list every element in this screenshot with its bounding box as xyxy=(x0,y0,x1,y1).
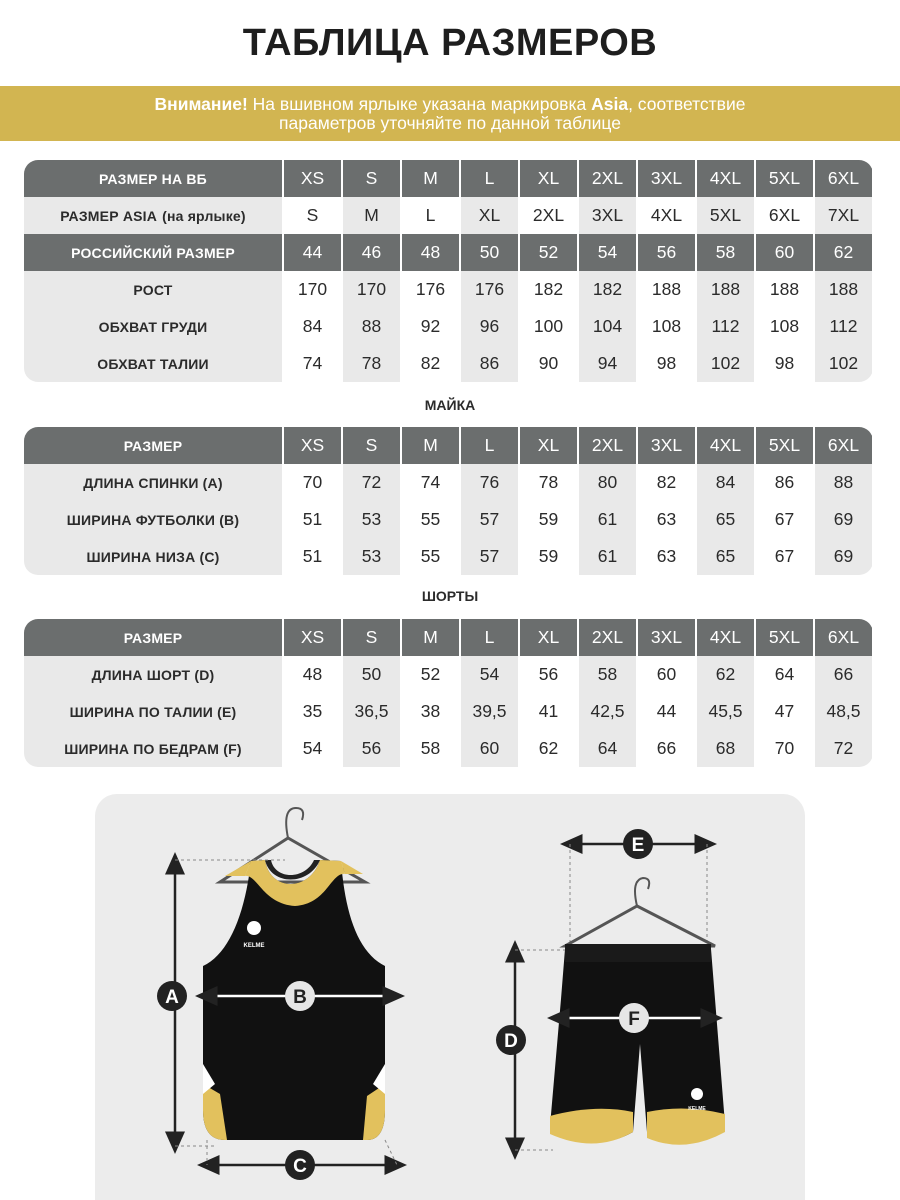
jersey-table-cell: XL xyxy=(520,427,577,464)
main-table-cell: M xyxy=(343,197,400,234)
notice-text-mid: На вшивном ярлыке указана маркировка xyxy=(247,94,592,114)
shorts-hem-left xyxy=(550,1109,633,1144)
marker-d-label: D xyxy=(504,1031,518,1052)
jersey-table-cell: 63 xyxy=(656,546,677,566)
jersey-table-cell: 76 xyxy=(461,464,518,501)
jersey-table-cell: 88 xyxy=(815,464,872,501)
main-table-cell: 54 xyxy=(579,234,636,271)
shorts-table-cell: 2XL xyxy=(579,619,636,656)
size-table-shorts xyxy=(24,619,873,767)
shorts-table-cell: XS xyxy=(284,619,341,656)
shorts-table-row-label-text: ДЛИНА ШОРТ (D) xyxy=(91,666,215,683)
page-title: ТАБЛИЦА РАЗМЕРОВ xyxy=(242,22,658,64)
jersey-table-cell: XS xyxy=(284,427,341,464)
main-table-cell: 112 xyxy=(697,308,754,345)
jersey-table-row-label xyxy=(24,501,282,538)
main-table-cell: 78 xyxy=(343,345,400,382)
shorts-waistband xyxy=(565,944,711,962)
main-table-row xyxy=(24,308,873,345)
notice-bold-start: Внимание! xyxy=(154,94,248,114)
shorts-table-cell: 38 xyxy=(420,701,441,721)
jersey-table-cell: 55 xyxy=(420,546,441,566)
shorts-table-row-label-text: РАЗМЕР xyxy=(123,629,183,646)
main-table-cell: 112 xyxy=(815,308,872,345)
jersey-table-cell: 59 xyxy=(538,546,559,566)
main-table-cell: 104 xyxy=(579,308,636,345)
shorts-table-cell: S xyxy=(343,619,400,656)
main-table-cell: L xyxy=(461,160,518,197)
jersey-table-cell: 5XL xyxy=(756,427,813,464)
jersey-table-row-label xyxy=(24,427,282,464)
shorts-table-row-label xyxy=(24,693,282,730)
shorts-table-row xyxy=(24,656,873,693)
main-table-cell: 4XL xyxy=(697,160,754,197)
shorts-table-cell: 35 xyxy=(302,701,323,721)
main-table-cell: 176 xyxy=(461,271,518,308)
shorts-table-row-label xyxy=(24,656,282,693)
jersey-table-cell: 80 xyxy=(579,464,636,501)
main-table-cell: 50 xyxy=(461,234,518,271)
shorts-table-row xyxy=(24,693,873,730)
main-table-cell: 5XL xyxy=(697,197,754,234)
notice-bold-asia: Asia xyxy=(591,94,629,114)
main-table-cell: 182 xyxy=(533,279,564,299)
jersey-table-cell: 55 xyxy=(420,509,441,529)
shorts-table-cell: 39,5 xyxy=(461,693,518,730)
jersey-hanger-hook xyxy=(286,808,303,838)
jersey-section-title: МАЙКА xyxy=(424,397,476,413)
shorts-table-cell: 36,5 xyxy=(343,693,400,730)
size-table-jersey xyxy=(24,427,873,575)
main-table-row xyxy=(24,345,873,382)
main-table-cell: 108 xyxy=(769,316,800,336)
main-table-row xyxy=(24,197,873,234)
shorts-table-cell: 3XL xyxy=(638,619,695,656)
jersey-table-row-label-text: ШИРИНА ФУТБОЛКИ (В) xyxy=(66,511,240,528)
main-table-cell: 170 xyxy=(343,271,400,308)
shorts-table-cell: 64 xyxy=(774,664,795,684)
main-table-cell: 84 xyxy=(302,316,323,336)
main-table-row-label-text: РАЗМЕР НА ВБ xyxy=(99,170,207,187)
main-table-cell: 96 xyxy=(461,308,518,345)
main-table-row-label xyxy=(24,271,282,308)
main-table-row-label xyxy=(24,345,282,382)
main-table-cell: 7XL xyxy=(815,197,872,234)
shorts-table-cell: 56 xyxy=(343,730,400,767)
main-table-cell: XL xyxy=(520,160,577,197)
shorts-table-cell: L xyxy=(461,619,518,656)
main-table-row-label-text: РАЗМЕР ASIA xyxy=(60,207,158,224)
main-table-cell: 170 xyxy=(297,279,328,299)
jersey-table-cell: 69 xyxy=(815,501,872,538)
shorts-table-cell: 44 xyxy=(656,701,677,721)
marker-c-label: C xyxy=(293,1156,307,1177)
main-table-row-label-text: ОБХВАТ ТАЛИИ xyxy=(97,355,209,372)
main-table-cell: 92 xyxy=(420,316,441,336)
main-table-row-label-text: РОСТ xyxy=(133,281,173,298)
main-table-cell: 62 xyxy=(815,234,872,271)
main-table-cell: 74 xyxy=(302,353,323,373)
main-table-row xyxy=(24,234,873,271)
main-table-cell: 48 xyxy=(402,234,459,271)
main-table-cell: 6XL xyxy=(815,160,872,197)
main-table-cell: 46 xyxy=(343,234,400,271)
notice-line-1 xyxy=(0,95,900,114)
main-table-cell: 82 xyxy=(420,353,441,373)
shorts-table-cell: 5XL xyxy=(756,619,813,656)
main-table-cell: 3XL xyxy=(638,160,695,197)
shorts-table-cell: 66 xyxy=(656,738,677,758)
jersey-table-row-label xyxy=(24,464,282,501)
main-table-cell: 98 xyxy=(656,353,677,373)
jersey-table-cell: 3XL xyxy=(638,427,695,464)
main-table-cell: 188 xyxy=(697,271,754,308)
jersey-table-cell: 4XL xyxy=(697,427,754,464)
shorts-table-cell: 48,5 xyxy=(815,693,872,730)
jersey-table-cell: 6XL xyxy=(815,427,872,464)
shorts-table-cell: 4XL xyxy=(697,619,754,656)
jersey-illustration xyxy=(157,808,397,1180)
shorts-hem-right xyxy=(647,1108,725,1144)
main-table-cell: 98 xyxy=(774,353,795,373)
jersey-table-cell: 53 xyxy=(343,538,400,575)
shorts-table-cell: 70 xyxy=(774,738,795,758)
measurement-diagram-svg xyxy=(95,794,805,1200)
shorts-table-cell: 42,5 xyxy=(579,693,636,730)
jersey-table-row xyxy=(24,464,873,501)
jersey-table-row xyxy=(24,501,873,538)
shorts-table-cell: 62 xyxy=(538,738,559,758)
main-table-cell: 3XL xyxy=(579,197,636,234)
main-table-row-label xyxy=(24,234,282,271)
main-table-cell: 6XL xyxy=(768,205,801,225)
shorts-table-cell: 50 xyxy=(343,656,400,693)
jersey-table-cell: 53 xyxy=(343,501,400,538)
jersey-table-cell: 84 xyxy=(697,464,754,501)
jersey-table-cell: 67 xyxy=(774,509,795,529)
shorts-table-cell: 52 xyxy=(420,664,441,684)
shorts-table-row xyxy=(24,730,873,767)
main-table-cell: 4XL xyxy=(650,205,683,225)
shorts-table-row xyxy=(24,619,873,656)
shorts-table-cell: 41 xyxy=(538,701,559,721)
shorts-table-cell: 60 xyxy=(461,730,518,767)
main-table-cell: 44 xyxy=(284,234,341,271)
shorts-table-cell: 45,5 xyxy=(697,693,754,730)
shorts-table-cell: 54 xyxy=(461,656,518,693)
marker-f-label: F xyxy=(628,1009,640,1030)
main-table-cell: 58 xyxy=(697,234,754,271)
shorts-table-cell: 68 xyxy=(697,730,754,767)
main-table-row-label-text: РОССИЙСКИЙ РАЗМЕР xyxy=(71,244,235,261)
main-table-cell: 102 xyxy=(697,345,754,382)
shorts-table-cell: 48 xyxy=(302,664,323,684)
jersey-table-cell: 2XL xyxy=(579,427,636,464)
shorts-table-row-label-text: ШИРИНА ПО БЕДРАМ (F) xyxy=(64,740,242,757)
jersey-table-cell: 65 xyxy=(697,501,754,538)
main-table-row xyxy=(24,271,873,308)
main-table-cell: 176 xyxy=(415,279,446,299)
main-table-cell: 90 xyxy=(538,353,559,373)
main-table-cell: 56 xyxy=(638,234,695,271)
shorts-table-cell: 60 xyxy=(656,664,677,684)
shorts-table-cell: 56 xyxy=(538,664,559,684)
main-table-cell: S xyxy=(343,160,400,197)
marker-b-label: B xyxy=(293,987,307,1008)
shorts-table-cell: 66 xyxy=(815,656,872,693)
jersey-table-row-label xyxy=(24,538,282,575)
jersey-table-cell: 72 xyxy=(343,464,400,501)
main-table-row-label-text: ОБХВАТ ГРУДИ xyxy=(98,318,208,335)
main-table-row-label-suffix: (на ярлыке) xyxy=(162,207,246,224)
main-table-cell: 188 xyxy=(769,279,800,299)
jersey-logo-text: KELME xyxy=(243,943,265,949)
main-table-row xyxy=(24,160,873,197)
marker-e-label: E xyxy=(631,835,645,856)
main-table-row-label xyxy=(24,308,282,345)
main-table-cell: XS xyxy=(284,160,341,197)
jersey-table-cell: 78 xyxy=(538,472,559,492)
shorts-table-cell: 58 xyxy=(579,656,636,693)
shorts-table-cell: 62 xyxy=(697,656,754,693)
marker-a-label: A xyxy=(165,987,179,1008)
shorts-logo-text: KELME xyxy=(688,1106,706,1112)
main-table-cell: S xyxy=(306,205,319,225)
jersey-table-cell: 59 xyxy=(538,509,559,529)
main-table-cell: 100 xyxy=(533,316,564,336)
measure-c-guide-right xyxy=(385,1140,397,1165)
shorts-table-cell: 72 xyxy=(815,730,872,767)
jersey-table-row xyxy=(24,538,873,575)
shorts-section-title: ШОРТЫ xyxy=(421,588,479,604)
shorts-table-cell: 47 xyxy=(774,701,795,721)
main-table-cell: 5XL xyxy=(756,160,813,197)
jersey-table-cell: 51 xyxy=(302,546,323,566)
shorts-table-cell: 54 xyxy=(302,738,323,758)
jersey-table-cell: 69 xyxy=(815,538,872,575)
jersey-table-row-label-text: ШИРИНА НИЗА (С) xyxy=(86,548,220,565)
shorts-table-cell: 64 xyxy=(579,730,636,767)
jersey-table-cell: S xyxy=(343,427,400,464)
main-table-cell: 102 xyxy=(815,345,872,382)
shorts-table-cell: 6XL xyxy=(815,619,872,656)
shorts-hanger-hook xyxy=(635,878,649,906)
main-table-cell: L xyxy=(425,205,436,225)
main-table-cell: XL xyxy=(461,197,518,234)
main-table-row-label xyxy=(24,160,282,197)
main-table-cell: 188 xyxy=(651,279,682,299)
jersey-table-cell: M xyxy=(402,427,459,464)
jersey-table-cell: 61 xyxy=(579,501,636,538)
shorts-table-row-label-text: ШИРИНА ПО ТАЛИИ (Е) xyxy=(69,703,237,720)
main-table-cell: 2XL xyxy=(532,205,565,225)
jersey-table-row-label-text: ДЛИНА СПИНКИ (А) xyxy=(83,474,223,491)
jersey-table-cell: 57 xyxy=(461,501,518,538)
main-table-cell: 108 xyxy=(651,316,682,336)
main-table-cell: 188 xyxy=(815,271,872,308)
main-table-cell: 86 xyxy=(461,345,518,382)
shorts-logo-icon xyxy=(691,1088,703,1100)
jersey-table-cell: 63 xyxy=(656,509,677,529)
jersey-table-cell: 67 xyxy=(774,546,795,566)
notice-text-end: , соответствие xyxy=(628,94,746,114)
jersey-table-cell: 61 xyxy=(579,538,636,575)
shorts-hanger xyxy=(565,906,715,946)
jersey-table-cell: 51 xyxy=(302,509,323,529)
main-table-cell: 2XL xyxy=(579,160,636,197)
jersey-table-cell: L xyxy=(461,427,518,464)
notice-line-2: параметров уточняйте по данной таблице xyxy=(279,113,621,133)
main-table-cell: 182 xyxy=(579,271,636,308)
jersey-table-cell: 70 xyxy=(302,472,323,492)
shorts-table-cell: M xyxy=(402,619,459,656)
shorts-illustration xyxy=(496,829,725,1150)
jersey-table-row-label-text: РАЗМЕР xyxy=(123,437,183,454)
main-table-row-label xyxy=(24,197,282,234)
shorts-table-cell: XL xyxy=(520,619,577,656)
notice-banner xyxy=(0,86,900,141)
shorts-table-row-label xyxy=(24,730,282,767)
jersey-table-cell: 65 xyxy=(697,538,754,575)
main-table-cell: 52 xyxy=(520,234,577,271)
jersey-table-cell: 86 xyxy=(774,472,795,492)
jersey-table-cell: 82 xyxy=(656,472,677,492)
shorts-table-row-label xyxy=(24,619,282,656)
main-table-cell: 88 xyxy=(343,308,400,345)
main-table-cell: 94 xyxy=(579,345,636,382)
shorts-table-cell: 58 xyxy=(420,738,441,758)
main-table-cell: M xyxy=(402,160,459,197)
main-table-cell: 60 xyxy=(756,234,813,271)
jersey-logo-icon xyxy=(247,921,261,935)
measurement-diagram xyxy=(95,794,805,1200)
jersey-table-cell: 57 xyxy=(461,538,518,575)
jersey-table-row xyxy=(24,427,873,464)
jersey-table-cell: 74 xyxy=(420,472,441,492)
size-table-main xyxy=(24,160,873,382)
